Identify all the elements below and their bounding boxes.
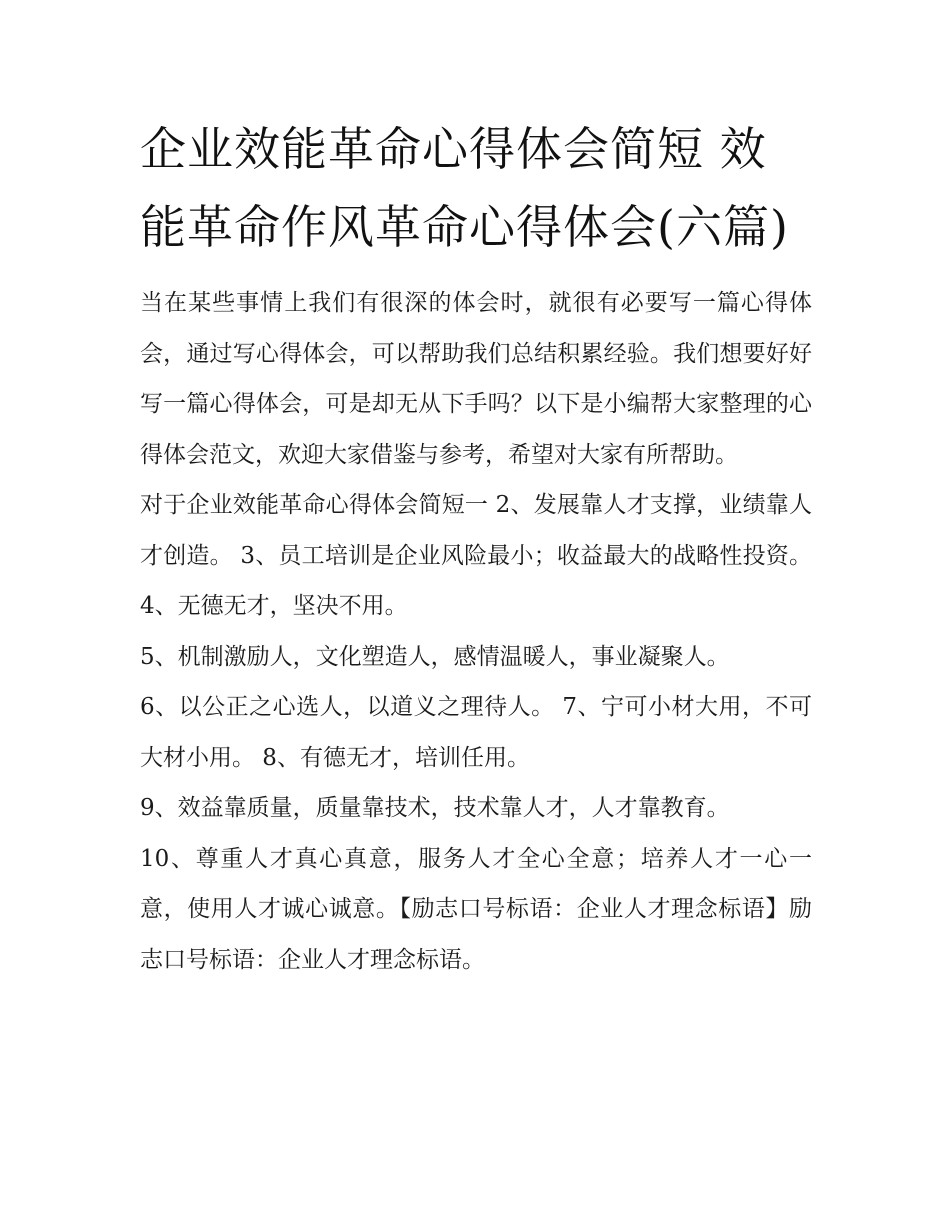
body-paragraph: 6、以公正之心选人，以道义之理待人。 7、宁可小材大用，不可大材小用。 8、有德无才，培训任用。: [140, 694, 812, 771]
document-title: 企业效能革命心得体会简短 效能革命作风革命心得体会(六篇): [140, 122, 789, 254]
document-page: [140, 110, 812, 985]
body-paragraph: 10、尊重人才真心真意，服务人才全心全意；培养人才一心一意，使用人才诚心诚意。【励志口号标语：企业人才理念标语】励志口号标语：企业人才理念标语。: [140, 845, 812, 973]
intro-paragraph: 当在某些事情上我们有很深的体会时，就很有必要写一篇心得体会，通过写心得体会，可以帮助我们总结积累经验。我们想要好好写一篇心得体会，可是却无从下手吗？以下是小编帮大家整理的心得体会范文，欢迎大家借鉴与参考，希望对大家有所帮助。: [140, 290, 812, 468]
body-paragraph: 对于企业效能革命心得体会简短一 2、发展靠人才支撑，业绩靠人才创造。 3、员工培训是企业风险最小；收益最大的战略性投资。 4、无德无才，坚决不用。: [140, 492, 812, 619]
body-paragraph: 5、机制激励人，文化塑造人，感情温暖人，事业凝聚人。: [140, 643, 730, 670]
body-paragraph: 9、效益靠质量，质量靠技术，技术靠人才，人才靠教育。: [140, 795, 730, 821]
